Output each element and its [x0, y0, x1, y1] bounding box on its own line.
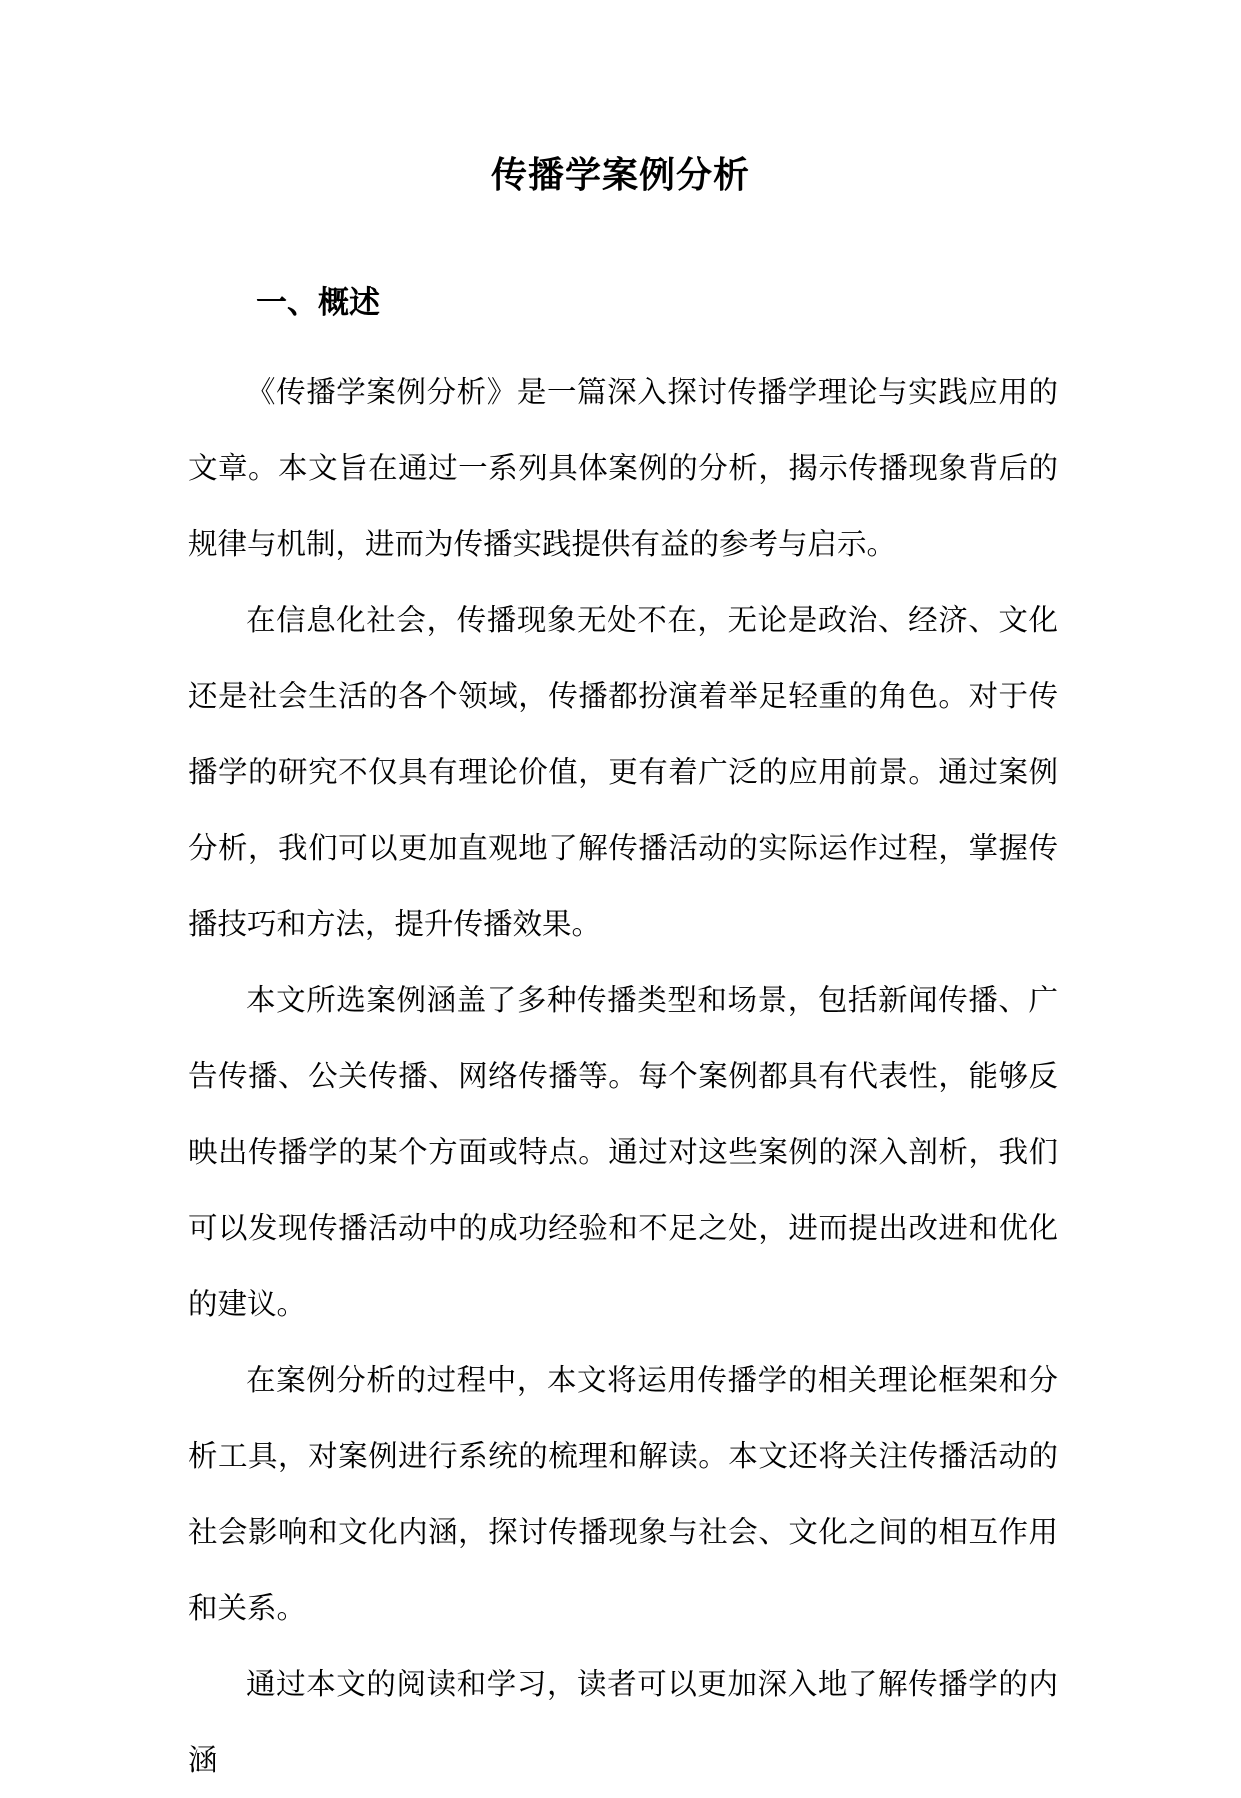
paragraph-4: 在案例分析的过程中，本文将运用传播学的相关理论框架和分析工具，对案例进行系统的梳理和解读。本文还将关注传播活动的社会影响和文化内涵，探讨传播现象与社会、文化之间的相互作用和关系。	[188, 1363, 1058, 1625]
paragraph-2: 在信息化社会，传播现象无处不在，无论是政治、经济、文化还是社会生活的各个领域，传播都扮演着举足轻重的角色。对于传播学的研究不仅具有理论价值，更有着广泛的应用前景。通过案例分析，我们可以更加直观地了解传播活动的实际运作过程，掌握传播技巧和方法，提升传播效果。	[188, 603, 1058, 941]
body-text	[188, 354, 1058, 1798]
paragraph-3: 本文所选案例涵盖了多种传播类型和场景，包括新闻传播、广告传播、公关传播、网络传播等。每个案例都具有代表性，能够反映出传播学的某个方面或特点。通过对这些案例的深入剖析，我们可以发现传播活动中的成功经验和不足之处，进而提出改进和优化的建议。	[188, 983, 1058, 1321]
paragraph-1: 《传播学案例分析》是一篇深入探讨传播学理论与实践应用的文章。本文旨在通过一系列具体案例的分析，揭示传播现象背后的规律与机制，进而为传播实践提供有益的参考与启示。	[188, 375, 1058, 561]
section-heading: 一、概述	[256, 285, 380, 321]
paragraph-5: 通过本文的阅读和学习，读者可以更加深入地了解传播学的内涵	[188, 1667, 1058, 1777]
document-title: 传播学案例分析	[490, 155, 750, 196]
